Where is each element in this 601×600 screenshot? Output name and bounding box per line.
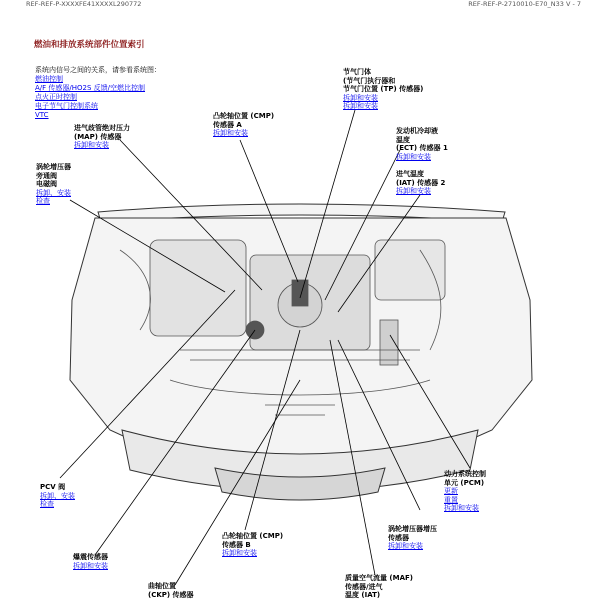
- label-throttle-body: [343, 68, 423, 111]
- label-turbo-boost-sensor: [388, 525, 437, 551]
- link-remove-install[interactable]: 拆卸和安装: [222, 549, 257, 557]
- label-knock-sensor: [73, 553, 108, 570]
- label-line: 节气门体: [343, 68, 371, 76]
- link-remove-install[interactable]: 拆卸、安装: [40, 491, 75, 500]
- label-line: (ECT) 传感器 1: [396, 144, 448, 152]
- label-line: 凸轮轴位置 (CMP): [213, 112, 275, 120]
- label-line: (节气门执行器和: [343, 76, 396, 85]
- link-fuel-control[interactable]: 燃油控制: [35, 75, 63, 83]
- link-inspect[interactable]: 检查: [40, 500, 54, 508]
- intro-text: 系统内信号之间的关系，请参看系统图：: [35, 66, 161, 74]
- link-remove-install[interactable]: 拆卸和安装: [74, 141, 109, 149]
- link-update[interactable]: 更新: [444, 487, 458, 495]
- label-ckp-sensor: [148, 582, 194, 599]
- label-line: 进气温度: [396, 170, 424, 178]
- link-remove-install[interactable]: 拆卸和安装: [343, 93, 378, 102]
- label-line: 旁通阀: [36, 171, 57, 180]
- label-line: 曲轴位置: [148, 582, 176, 590]
- label-line: 电磁阀: [36, 180, 57, 188]
- document-id-left: REF-REF-P-XXXXFE41XXXXL290772: [26, 0, 142, 8]
- link-remove-install[interactable]: 拆卸和安装: [396, 152, 431, 161]
- label-line: 传感器/进气: [345, 582, 383, 591]
- label-turbo-bypass-valve: [36, 163, 71, 206]
- link-electronic-throttle[interactable]: 电子节气门控制系统: [35, 102, 98, 110]
- label-line: (IAT) 传感器 2: [396, 178, 446, 187]
- label-cmp-sensor-a: [213, 112, 274, 138]
- link-ignition-timing[interactable]: 点火正时控制: [35, 93, 77, 101]
- label-line: 涡轮增压器: [36, 163, 71, 171]
- link-reset[interactable]: 重置: [444, 495, 458, 504]
- label-line: 质量空气流量 (MAF): [345, 574, 414, 582]
- label-ect-sensor: [396, 127, 448, 161]
- label-line: 温度: [396, 135, 410, 144]
- link-remove-install[interactable]: 拆卸和安装: [388, 542, 423, 550]
- label-line: 发动机冷却液: [396, 127, 438, 135]
- label-line: 传感器: [388, 533, 409, 542]
- link-remove-install[interactable]: 拆卸和安装: [343, 102, 378, 110]
- label-line: (MAP) 传感器: [74, 132, 122, 141]
- label-line: 爆震传感器: [73, 553, 108, 561]
- link-remove-install[interactable]: 拆卸和安装: [213, 129, 248, 137]
- link-remove-install[interactable]: 拆卸和安装: [396, 187, 431, 195]
- label-pcv-valve: [40, 483, 75, 509]
- label-line: 传感器 B: [222, 540, 251, 549]
- link-inspect[interactable]: 检查: [36, 197, 50, 205]
- page-title: 燃油和排放系统部件位置索引: [34, 40, 145, 50]
- link-vtc[interactable]: VTC: [35, 111, 49, 119]
- label-maf-sensor: [345, 574, 413, 600]
- label-line: 进气歧管绝对压力: [74, 124, 130, 132]
- label-map-sensor: [74, 124, 130, 150]
- label-line: (CKP) 传感器: [148, 590, 194, 599]
- link-af-sensor-feedback[interactable]: A/F 传感器/HO2S 反馈/空燃比控制: [35, 84, 146, 92]
- label-line: 凸轮轴位置 (CMP): [222, 532, 284, 540]
- label-line: 温度 (IAT): [345, 591, 381, 599]
- label-pcm: [444, 470, 486, 513]
- label-cmp-sensor-b: [222, 532, 283, 558]
- link-remove-install[interactable]: 拆卸、安装: [36, 188, 71, 197]
- label-line: 动力系统控制: [444, 470, 486, 478]
- label-line: 传感器 A: [213, 120, 242, 129]
- document-id-right: REF-REF-P-2710010-E70_N33 V - 7: [468, 0, 581, 8]
- label-line: 节气门位置 (TP) 传感器): [343, 85, 424, 93]
- label-iat-sensor-2: [396, 170, 445, 196]
- label-line: PCV 阀: [40, 483, 66, 491]
- label-line: 涡轮增压器增压: [388, 525, 437, 533]
- label-line: 单元 (PCM): [444, 478, 485, 487]
- link-remove-install[interactable]: 拆卸和安装: [73, 561, 108, 570]
- link-remove-install[interactable]: 拆卸和安装: [444, 504, 479, 512]
